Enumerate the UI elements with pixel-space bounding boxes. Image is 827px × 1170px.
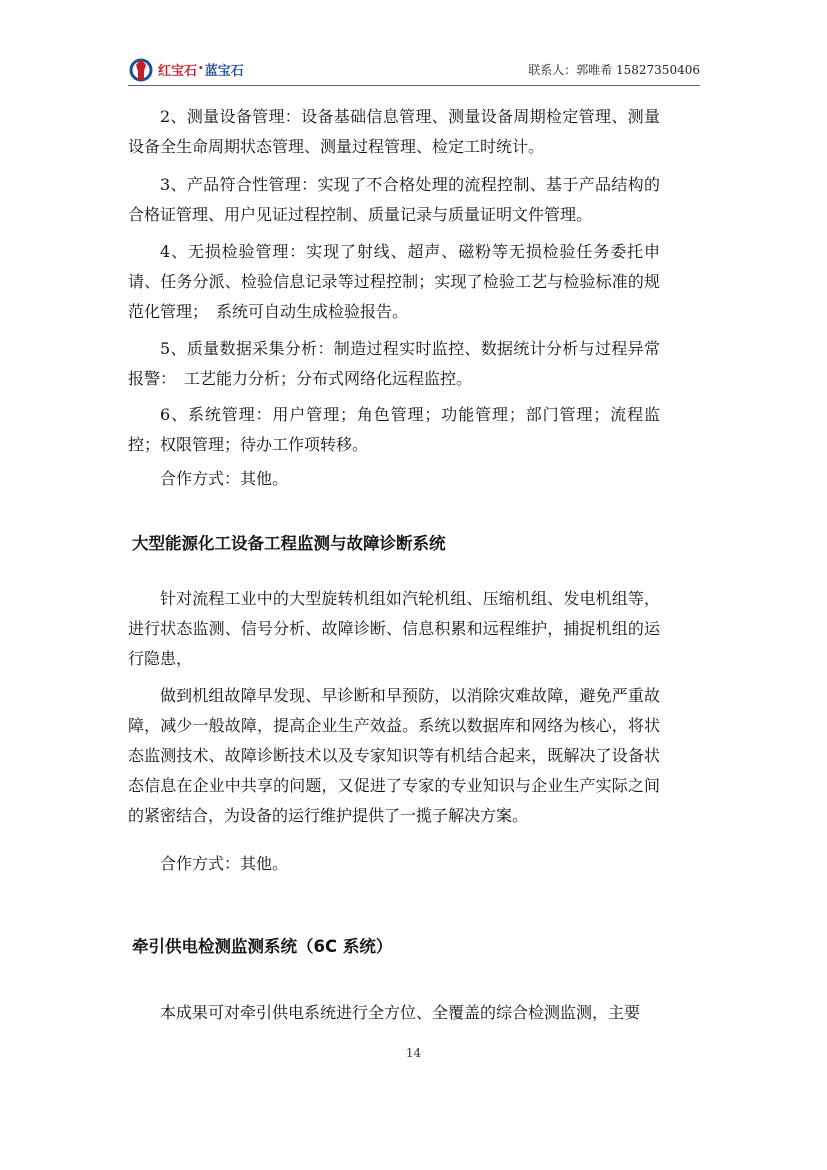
page-header	[128, 52, 700, 86]
header-divider	[128, 85, 700, 86]
paragraph: 合作方式：其他。	[160, 854, 289, 873]
paragraph: 6、系统管理：用户管理；角色管理；功能管理；部门管理；流程监控；权限管理；待办工作项转移。	[128, 405, 660, 454]
section-heading: 大型能源化工设备工程监测与故障诊断系统	[132, 534, 446, 553]
page-number: 14	[405, 1046, 422, 1060]
paragraph: 合作方式：其他。	[160, 469, 289, 488]
paragraph: 3、产品符合性管理：实现了不合格处理的流程控制、基于产品结构的合格证管理、用户见证过程控制、质量记录与质量证明文件管理。	[128, 175, 660, 224]
paragraph: 做到机组故障早发现、早诊断和早预防，以消除灾难故障，避免严重故障，减少一般故障，提高企业生产效益。系统以数据库和网络为核心，将状态监测技术、故障诊断技术以及专家知识等有机结合起来，既解决了设备状态信息在企业中共享的问题，又促进了专家的专业知识与企业生产实际之间的紧密结合，为设备的运行维护提供了一揽子解决方案。	[128, 686, 660, 825]
paragraph: 4、无损检验管理：实现了射线、超声、磁粉等无损检验任务委托申请、任务分派、检验信息记录等过程控制；实现了检验工艺与检验标准的规范化管理； 系统可自动生成检验报告。	[128, 242, 660, 321]
gem-logo-icon	[128, 56, 154, 82]
paragraph: 针对流程工业中的大型旋转机组如汽轮机组、压缩机组、发电机组等，进行状态监测、信号分析、故障诊断、信息积累和远程维护，捕捉机组的运行隐患，	[128, 589, 660, 668]
section-heading: 牵引供电检测监测系统（6C 系统）	[132, 937, 393, 956]
logo-text-blue: 蓝宝石	[204, 63, 244, 79]
contact-info: 联系人：郭唯希 15827350406	[528, 63, 700, 77]
logo-text-red: 红宝石	[158, 63, 198, 79]
paragraph: 2、测量设备管理：设备基础信息管理、测量设备周期检定管理、测量设备全生命周期状态管理、测量过程管理、检定工时统计。	[128, 107, 660, 156]
company-logo	[128, 56, 244, 82]
logo-separator: •	[198, 63, 204, 74]
logo-wordmark	[158, 60, 244, 79]
paragraph: 5、质量数据采集分析：制造过程实时监控、数据统计分析与过程异常报警： 工艺能力分析；分布式网络化远程监控。	[128, 339, 660, 388]
paragraph: 本成果可对牵引供电系统进行全方位、全覆盖的综合检测监测，主要	[160, 1003, 641, 1022]
